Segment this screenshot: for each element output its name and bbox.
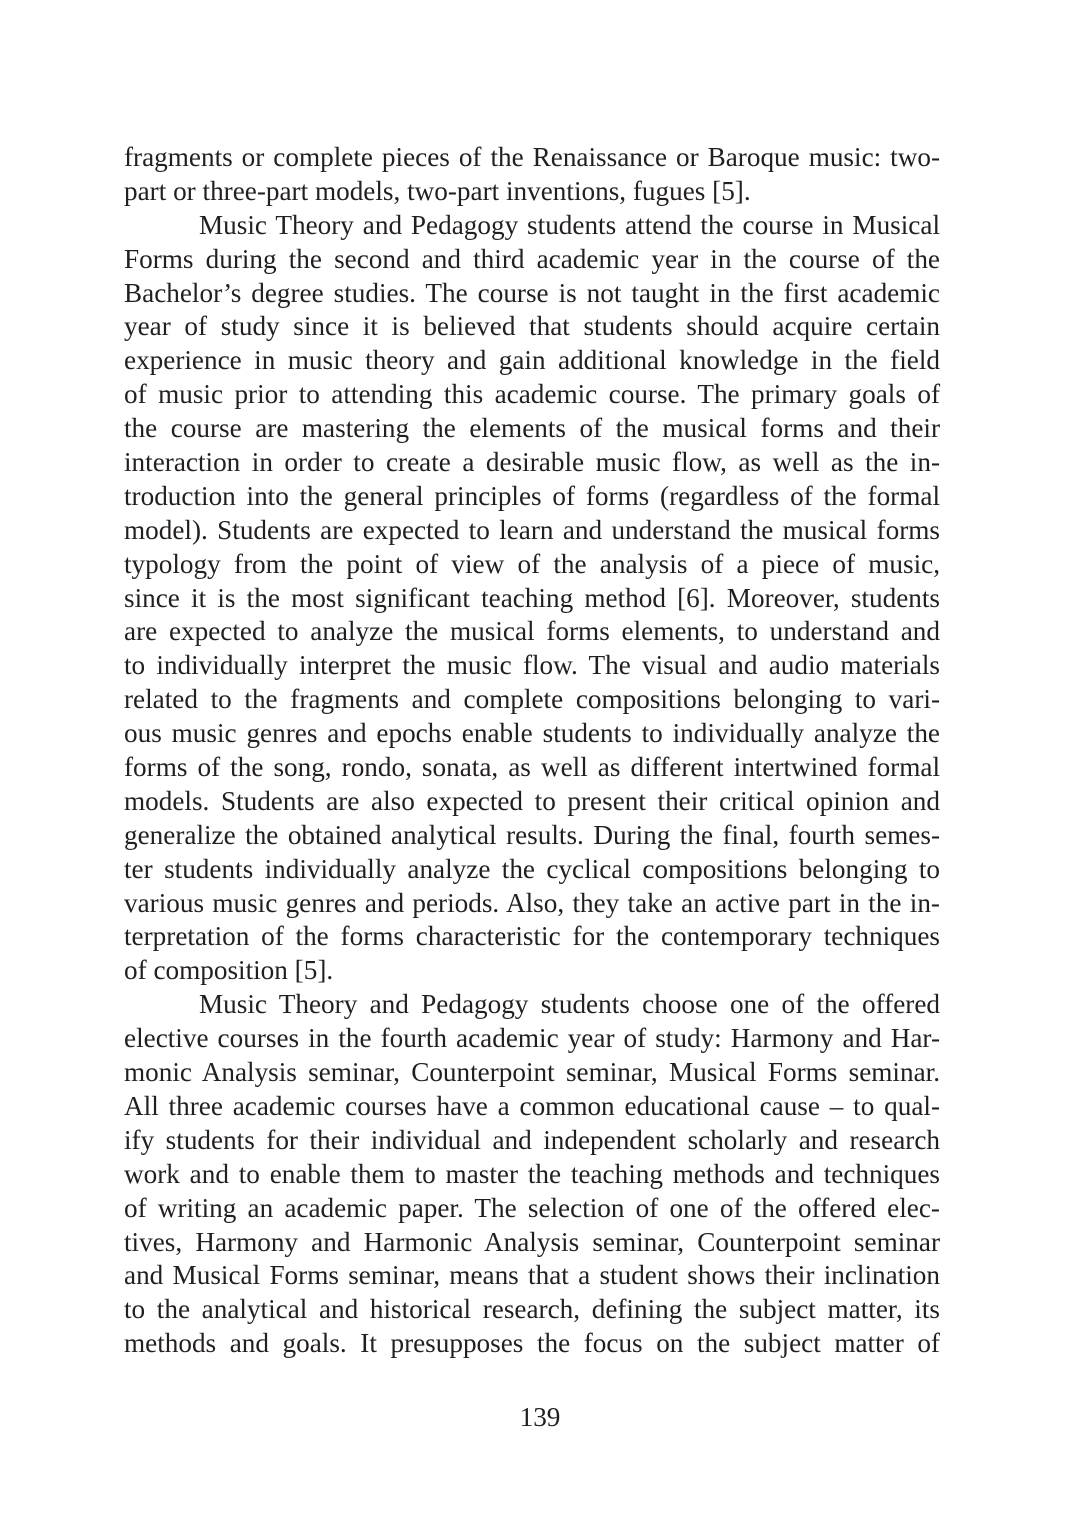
text-line: elective courses in the fourth academic year of study: Harmony and Har- — [124, 1023, 940, 1054]
text-line: year of study since it is believed that students should acquire certain — [124, 311, 940, 342]
text-line: typology from the point of view of the analysis of a piece of music, — [124, 548, 940, 579]
text-line: to the analytical and historical research, defining the subject matter, its — [124, 1294, 940, 1325]
text-line: terpretation of the forms characteristic for the contemporary techniques — [124, 921, 940, 952]
text-line: Bachelor’s degree studies. The course is not taught in the first academic — [124, 277, 940, 308]
text-line: experience in music theory and gain additional knowledge in the field — [124, 345, 940, 376]
text-line: ous music genres and epochs enable students to individually analyze the — [124, 718, 940, 749]
text-line: methods and goals. It presupposes the focus on the subject matter of — [124, 1328, 940, 1359]
text-line: since it is the most significant teaching method [6]. Moreover, students — [124, 582, 940, 613]
text-line: part or three-part models, two-part inventions, fugues [5]. — [124, 175, 751, 206]
text-line: related to the fragments and complete compositions belonging to vari- — [124, 684, 940, 715]
text-line: various music genres and periods. Also, they take an active part in the in- — [124, 887, 940, 918]
text-line: ify students for their individual and independent scholarly and research — [124, 1124, 940, 1155]
text-line: of writing an academic paper. The selection of one of the offered elec- — [124, 1192, 940, 1223]
text-line: and Musical Forms seminar, means that a student shows their inclination — [124, 1260, 940, 1291]
text-line: interaction in order to create a desirable music flow, as well as the in- — [124, 447, 940, 478]
text-line: generalize the obtained analytical results. During the final, fourth semes- — [124, 819, 940, 850]
text-line: the course are mastering the elements of the musical forms and their — [124, 413, 940, 444]
text-line: model). Students are expected to learn and understand the musical forms — [124, 514, 940, 545]
text-line: monic Analysis seminar, Counterpoint seminar, Musical Forms seminar. — [124, 1057, 940, 1088]
text-line: fragments or complete pieces of the Renaissance or Baroque music: two- — [124, 142, 940, 172]
text-line: forms of the song, rondo, sonata, as well as different intertwined formal — [124, 752, 940, 783]
text-line: of music prior to attending this academic course. The primary goals of — [124, 379, 940, 410]
text-line: models. Students are also expected to present their critical opinion and — [124, 785, 940, 816]
text-line: of composition [5]. — [124, 955, 334, 986]
text-line: Music Theory and Pedagogy students attend the course in Musical — [199, 209, 940, 240]
body-text — [124, 141, 940, 1361]
text-line: tives, Harmony and Harmonic Analysis seminar, Counterpoint seminar — [124, 1226, 940, 1257]
text-line: ter students individually analyze the cyclical compositions belonging to — [124, 853, 940, 884]
text-line: are expected to analyze the musical forms elements, to understand and — [124, 616, 940, 647]
text-line: Forms during the second and third academic year in the course of the — [124, 243, 940, 274]
text-line: Music Theory and Pedagogy students choose one of the offered — [199, 989, 940, 1020]
page-number: 139 — [519, 1402, 561, 1432]
text-line: work and to enable them to master the teaching methods and techniques — [124, 1158, 940, 1189]
text-line: All three academic courses have a common educational cause – to qual- — [124, 1090, 940, 1121]
text-line: troduction into the general principles of forms (regardless of the formal — [124, 480, 940, 511]
text-line: to individually interpret the music flow. The visual and audio materials — [124, 650, 940, 681]
